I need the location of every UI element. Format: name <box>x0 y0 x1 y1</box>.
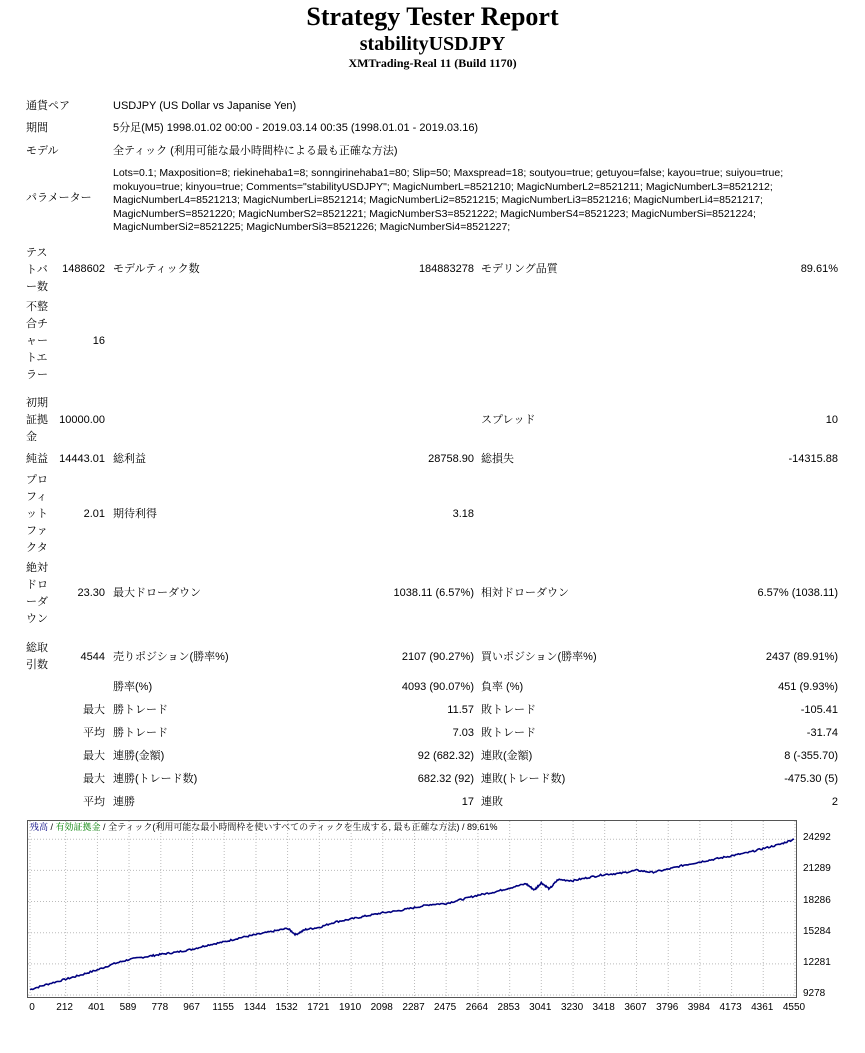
chart-plot <box>28 821 796 997</box>
avg-win-value: 7.03 <box>452 727 474 739</box>
x-tick-label: 2287 <box>402 1002 425 1013</box>
expected-value: 3.18 <box>452 508 474 520</box>
abs-dd-label: 絶対ドローダウン <box>26 562 48 625</box>
x-tick-label: 212 <box>56 1002 73 1013</box>
x-tick-label: 3796 <box>656 1002 679 1013</box>
avg-prefix: 平均 <box>83 727 105 739</box>
cons-win-trades-value: 682.32 (92) <box>417 773 474 785</box>
legend-separator: / <box>459 822 467 832</box>
long-value: 2437 (89.91%) <box>765 651 838 663</box>
mismatch-value: 16 <box>92 335 105 347</box>
x-tick-label: 967 <box>183 1002 200 1013</box>
x-tick-label: 1344 <box>243 1002 267 1013</box>
largest-win-label: 勝トレード <box>113 704 168 716</box>
deposit-value: 10000.00 <box>59 414 105 426</box>
y-tick-label: 9278 <box>803 988 826 999</box>
spread-label: スプレッド <box>481 414 536 426</box>
y-tick-label: 15284 <box>803 925 831 937</box>
trades-value: 4544 <box>80 651 105 663</box>
rel-dd-label: 相対ドローダウン <box>481 587 569 599</box>
model-label: モデル <box>26 145 59 157</box>
x-tick-label: 2853 <box>497 1002 520 1013</box>
rel-dd-value: 6.57% (1038.11) <box>757 587 838 599</box>
cons-loss-trades-value: -475.30 (5) <box>784 773 838 785</box>
avg-loss-label: 敗トレード <box>481 727 536 739</box>
model-value: 全ティック (利用可能な最小時間枠による最も正確な方法) <box>113 145 398 157</box>
x-tick-label: 0 <box>29 1002 35 1013</box>
abs-dd-value: 23.30 <box>77 587 105 599</box>
x-tick-label: 1721 <box>307 1002 330 1013</box>
chart-legend <box>30 821 498 834</box>
avg-loss-value: -31.74 <box>806 727 838 739</box>
x-tick-label: 3230 <box>560 1002 584 1013</box>
cons-win-money-value: 92 (682.32) <box>417 750 474 762</box>
x-tick-label: 3607 <box>624 1002 647 1013</box>
pf-label: プロフィットファクタ <box>26 474 48 554</box>
deposit-label: 初期証拠金 <box>26 397 48 443</box>
x-tick-label: 4550 <box>782 1002 806 1013</box>
max-prefix: 最大 <box>83 704 105 716</box>
x-tick-label: 1910 <box>339 1002 362 1013</box>
report-title: Strategy Tester Report <box>306 2 559 31</box>
x-tick-label: 3984 <box>687 1002 710 1013</box>
params-value: Lots=0.1; Maxposition=8; riekinehaba1=8; sonngirinehaba1=80; Slip=50; Maxspread=18; soutyou=true; getuyou=false; kayou=true; suiyou=true; mokuyou=true; kinyou=true; Comments="stabilityUSDJPY"; MagicNumberL=8521210; MagicNumberL2=8521211; MagicNumberL3=8521212; MagicNumberL4=8521213; MagicNumberLi=8521214; MagicNumberLi2=8521215; MagicNumberLi3=8521216; MagicNumberLi4=8521217; MagicNumberS=8521220; MagicNumberS2=8521221; MagicNumberS3=8521222; MagicNumberS4=8521223; MagicNumberSi=8521224; MagicNumberSi2=8521225; MagicNumberSi3=8521226; MagicNumberSi4=8521227; <box>113 167 784 233</box>
avg-cons-win-label: 連勝 <box>113 796 135 808</box>
server-info: XMTrading-Real 11 (Build 1170) <box>348 56 517 70</box>
x-tick-label: 4173 <box>719 1002 742 1013</box>
largest-loss-label: 敗トレード <box>481 704 536 716</box>
x-tick-label: 2664 <box>465 1002 489 1013</box>
max-dd-label: 最大ドローダウン <box>113 587 201 599</box>
x-tick-label: 4361 <box>751 1002 774 1013</box>
balance-chart <box>27 820 797 998</box>
short-value: 2107 (90.27%) <box>401 651 474 663</box>
legend-quality: 89.61% <box>466 822 498 832</box>
gross-profit-value: 28758.90 <box>428 453 474 465</box>
max-prefix: 最大 <box>83 750 105 762</box>
gross-profit-label: 総利益 <box>113 453 146 465</box>
x-tick-label: 778 <box>151 1002 169 1013</box>
long-label: 買いポジション(勝率%) <box>481 651 597 663</box>
legend-separator: / <box>100 822 109 832</box>
win-value: 4093 (90.07%) <box>401 681 474 693</box>
bars-label: テストバー数 <box>26 247 48 293</box>
max-dd-value: 1038.11 (6.57%) <box>393 587 474 599</box>
ticks-label: モデルティック数 <box>113 263 200 275</box>
avg-cons-loss-value: 2 <box>831 796 838 808</box>
y-tick-label: 21289 <box>803 863 831 875</box>
spread-value: 10 <box>825 414 838 426</box>
cons-win-trades-label: 連勝(トレード数) <box>113 773 198 785</box>
period-value: 5分足(M5) 1998.01.02 00:00 - 2019.03.14 00:35 (1998.01.01 - 2019.03.16) <box>113 122 479 134</box>
loss-value: 451 (9.93%) <box>778 681 838 693</box>
expert-name: stabilityUSDJPY <box>359 33 506 55</box>
cons-loss-money-value: 8 (-355.70) <box>784 750 838 762</box>
x-tick-label: 1532 <box>275 1002 298 1013</box>
gross-loss-label: 総損失 <box>481 453 514 465</box>
y-tick-label: 12281 <box>803 956 831 968</box>
quality-label: モデリング品質 <box>481 263 558 275</box>
avg-prefix: 平均 <box>83 796 105 808</box>
cons-loss-trades-label: 連敗(トレード数) <box>481 773 566 785</box>
x-tick-label: 1155 <box>212 1002 234 1013</box>
gross-loss-value: -14315.88 <box>788 453 838 465</box>
bars-value: 1488602 <box>62 263 105 275</box>
symbol-label: 通貨ペア <box>26 100 70 112</box>
y-tick-label: 24292 <box>803 832 831 844</box>
x-tick-label: 3418 <box>592 1002 615 1013</box>
y-tick-label: 18286 <box>803 894 831 906</box>
symbol-value: USDJPY (US Dollar vs Japanise Yen) <box>113 100 297 112</box>
x-tick-label: 3041 <box>529 1002 552 1013</box>
quality-value: 89.61% <box>800 263 838 275</box>
win-label: 勝率(%) <box>113 681 153 693</box>
balance-line <box>30 839 794 990</box>
cons-win-money-label: 連勝(金額) <box>113 750 165 762</box>
net-label: 純益 <box>26 453 48 465</box>
mismatch-label: 不整合チャートエラー <box>26 301 48 381</box>
largest-loss-value: -105.41 <box>800 704 838 716</box>
max-prefix: 最大 <box>83 773 105 785</box>
legend-equity: 有効証拠金 <box>55 822 101 832</box>
x-tick-label: 2098 <box>370 1002 393 1013</box>
params-label: パラメーター <box>26 192 92 204</box>
legend-separator: / <box>48 822 56 832</box>
net-value: 14443.01 <box>59 453 105 465</box>
x-tick-label: 2475 <box>434 1002 457 1013</box>
period-label: 期間 <box>26 122 48 134</box>
legend-balance: 残高 <box>30 822 49 832</box>
largest-win-value: 11.57 <box>447 704 474 716</box>
avg-cons-win-value: 17 <box>461 796 474 808</box>
pf-value: 2.01 <box>83 508 105 520</box>
short-label: 売りポジション(勝率%) <box>113 651 229 663</box>
loss-label: 負率 (%) <box>481 681 524 693</box>
avg-cons-loss-label: 連敗 <box>481 796 503 808</box>
trades-label: 総取引数 <box>26 642 48 671</box>
expected-label: 期待利得 <box>113 508 157 520</box>
cons-loss-money-label: 連敗(金額) <box>481 750 533 762</box>
avg-win-label: 勝トレード <box>113 727 168 739</box>
x-tick-label: 401 <box>88 1002 105 1013</box>
x-tick-label: 589 <box>119 1002 137 1013</box>
legend-model: 全ティック(利用可能な最小時間枠を使いすべてのティックを生成する, 最も正確な方法) <box>108 822 460 832</box>
ticks-value: 184883278 <box>418 263 474 275</box>
